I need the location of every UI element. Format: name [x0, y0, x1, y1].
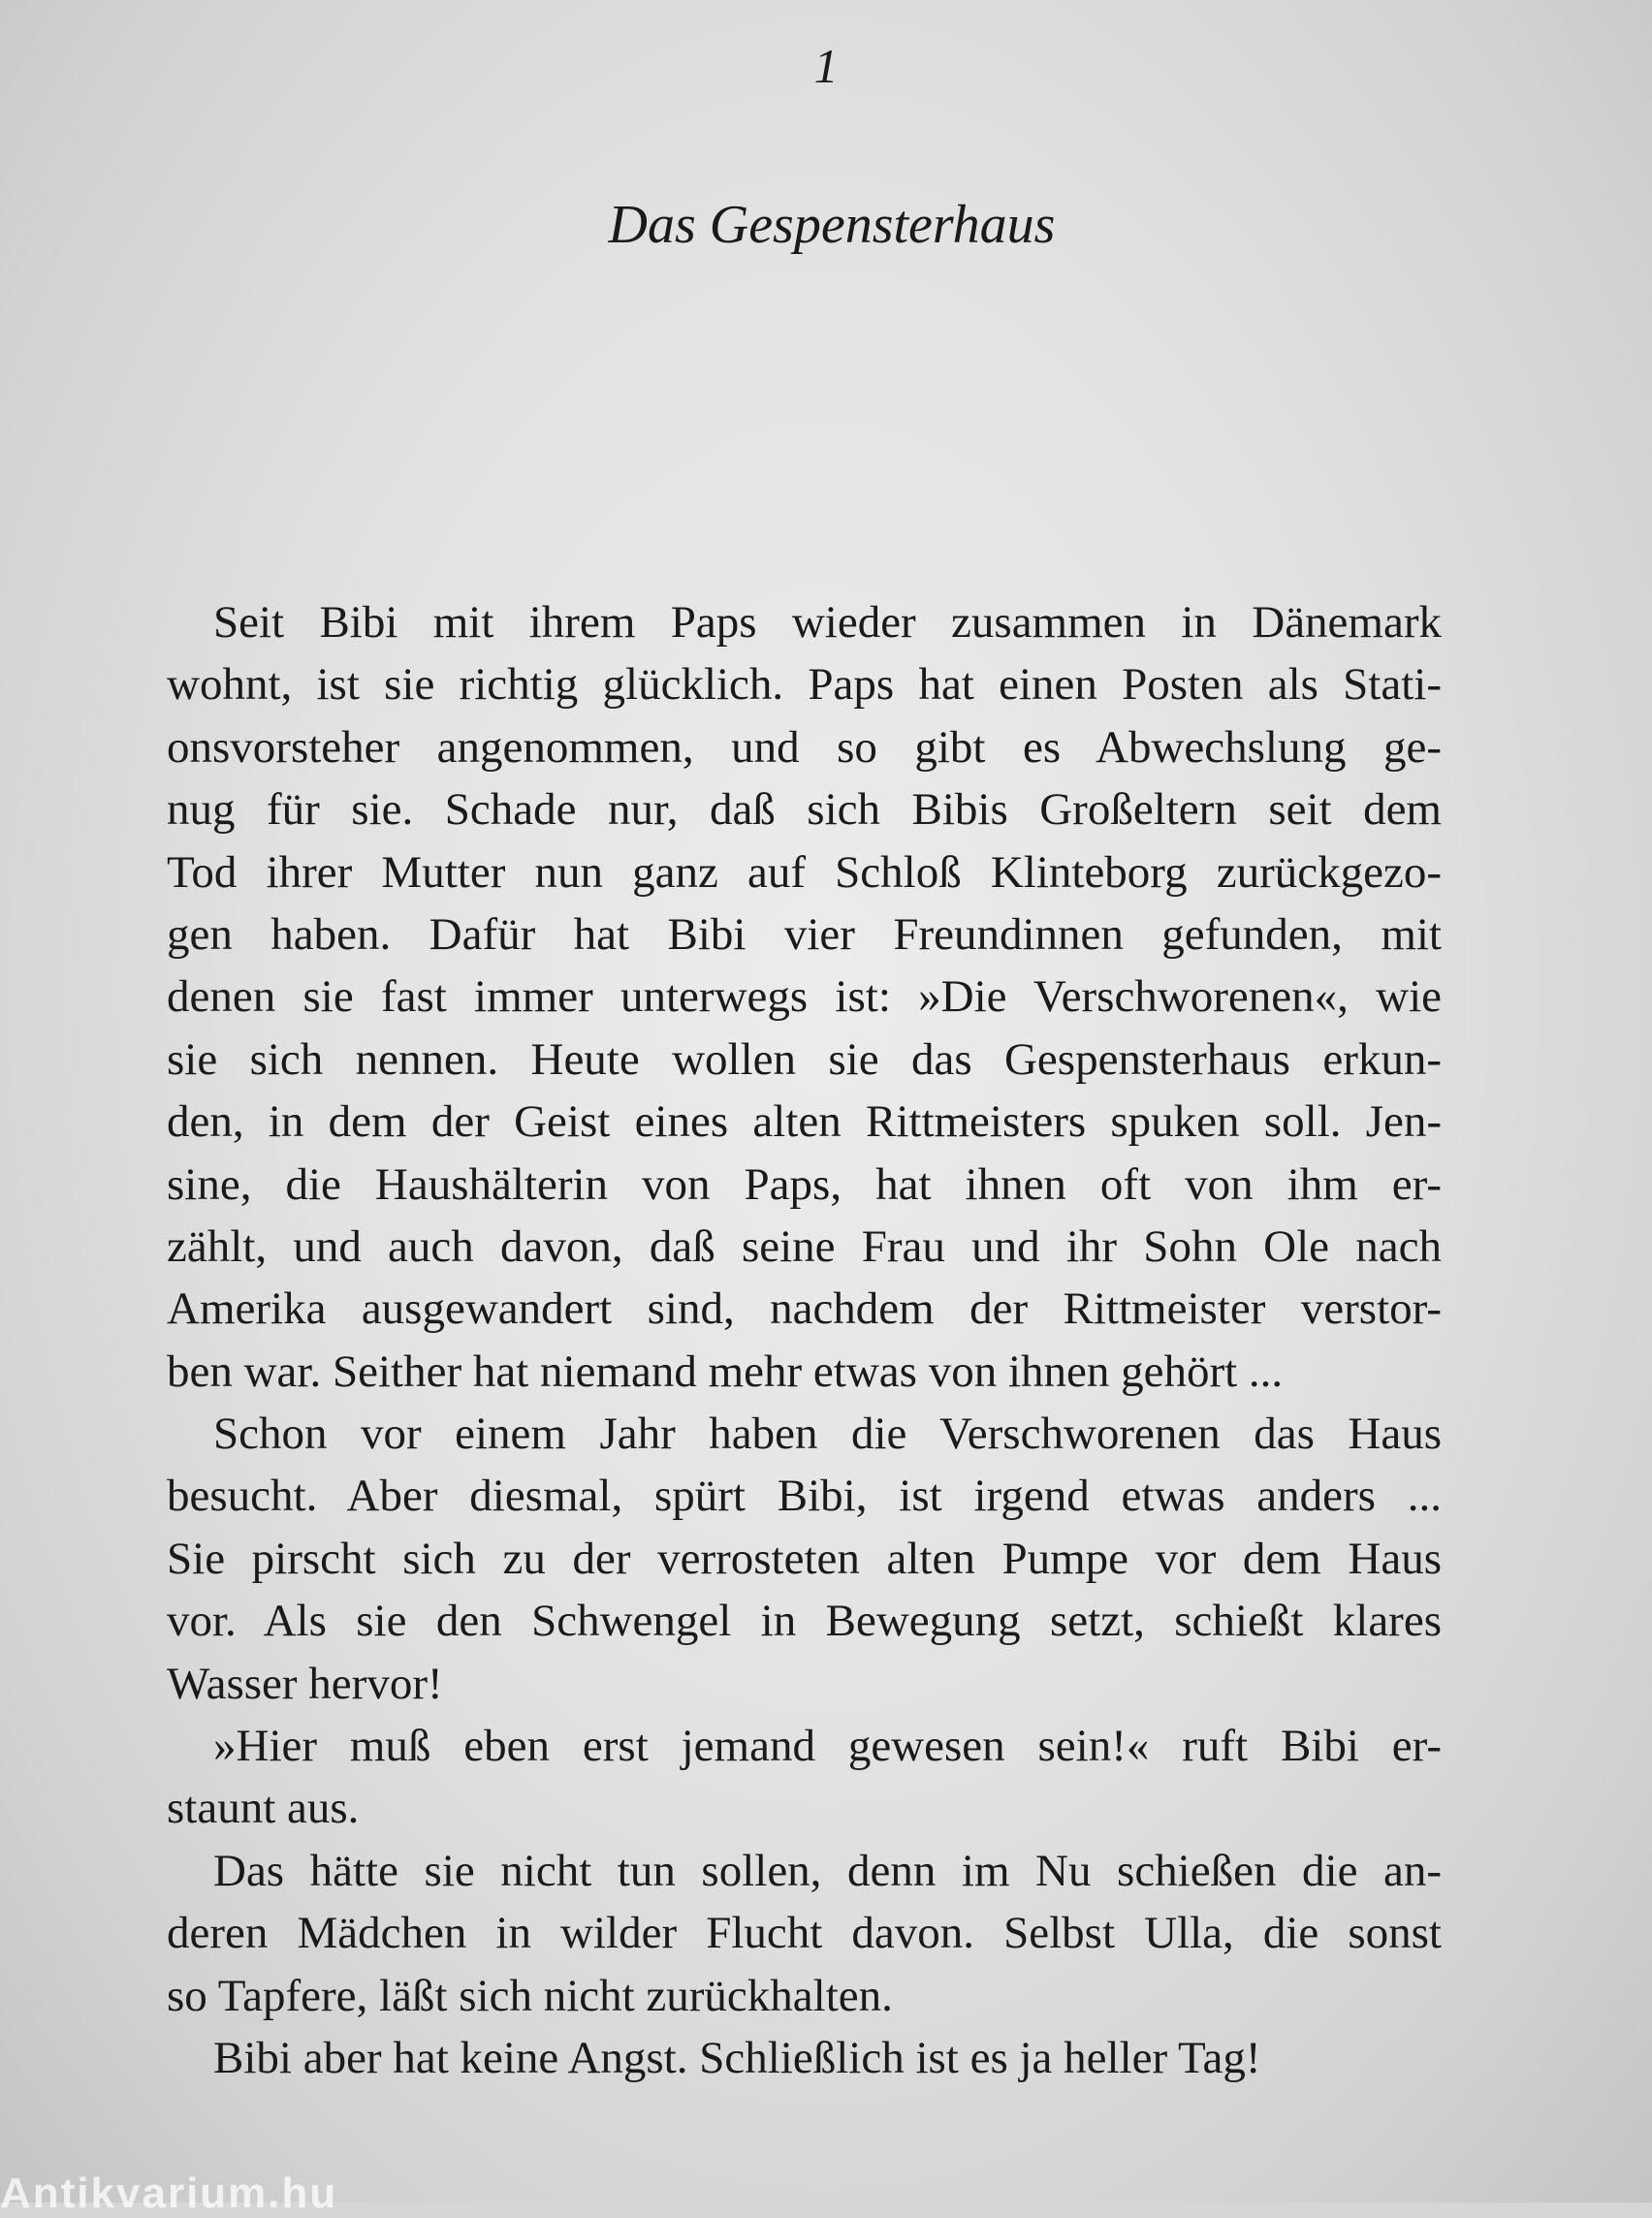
text-line: so Tapfere, läßt sich nicht zurückhalten.: [167, 1970, 893, 2021]
text-line: Wasser hervor!: [167, 1658, 443, 1709]
text-line: ben war. Seither hat niemand mehr etwas von ihnen gehört ...: [167, 1346, 1284, 1397]
text-line: vor. Als sie den Schwengel in Bewegung setzt, schießt klares: [167, 1596, 1442, 1647]
text-line: Sie pirscht sich zu der verrosteten alten Pumpe vor dem Haus: [167, 1533, 1442, 1584]
text-line: Amerika ausgewandert sind, nachdem der Rittmeister verstor-: [167, 1283, 1442, 1335]
text-line: denen sie fast immer unterwegs ist: »Die Verschworenen«, wie: [167, 971, 1442, 1023]
watermark: Antikvarium.hu: [0, 2170, 338, 2217]
text-line: sine, die Haushälterin von Paps, hat ihnen oft von ihm er-: [167, 1158, 1442, 1210]
text-line: gen haben. Dafür hat Bibi vier Freundinnen gefunden, mit: [167, 908, 1442, 960]
text-line: wohnt, ist sie richtig glücklich. Paps hat einen Posten als Stati-: [167, 659, 1442, 711]
text-line: Das hätte sie nicht tun sollen, denn im Nu schießen die an-: [213, 1845, 1442, 1896]
text-line: staunt aus.: [167, 1783, 360, 1834]
text-line: Tod ihrer Mutter nun ganz auf Schloß Klinteborg zurückgezo-: [167, 846, 1442, 898]
text-line: besucht. Aber diesmal, spürt Bibi, ist irgend etwas anders ...: [167, 1471, 1442, 1522]
text-line: deren Mädchen in wilder Flucht davon. Selbst Ulla, die sonst: [167, 1908, 1442, 1959]
text-line: onsvorsteher angenommen, und so gibt es Abwechslung ge-: [167, 721, 1442, 773]
text-line: sie sich nennen. Heute wollen sie das Gespensterhaus erkun-: [167, 1033, 1442, 1085]
chapter-number: 1: [813, 39, 839, 93]
text-line: zählt, und auch davon, daß seine Frau und ihr Sohn Ole nach: [167, 1220, 1442, 1272]
chapter-title: Das Gespensterhaus: [608, 195, 1056, 255]
text-line: den, in dem der Geist eines alten Rittmeisters spuken soll. Jen-: [167, 1096, 1442, 1148]
text-line: »Hier muß eben erst jemand gewesen sein!« ruft Bibi er-: [213, 1721, 1442, 1772]
text-line: Schon vor einem Jahr haben die Verschworenen das Haus: [213, 1409, 1442, 1460]
chapter-body: [167, 591, 1442, 2089]
text-line: nug für sie. Schade nur, daß sich Bibis Großeltern seit dem: [167, 784, 1442, 836]
text-line: Seit Bibi mit ihrem Paps wieder zusammen in Dänemark: [213, 597, 1442, 648]
text-line: Bibi aber hat keine Angst. Schließlich ist es ja heller Tag!: [213, 2032, 1261, 2083]
